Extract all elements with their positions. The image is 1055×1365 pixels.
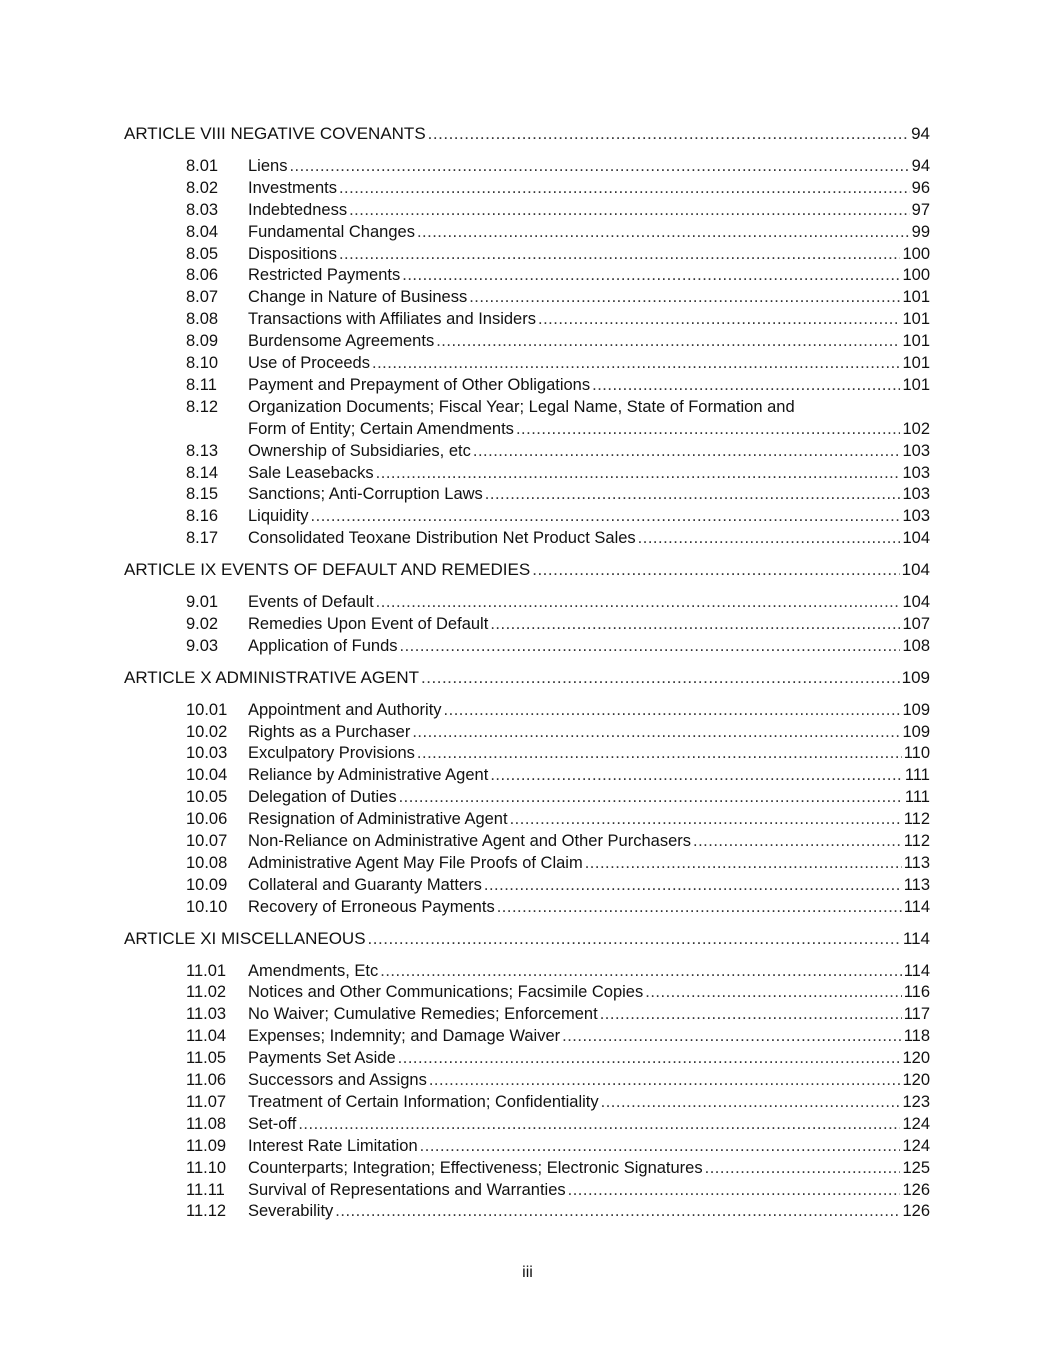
page-number-ref: 114	[902, 928, 930, 948]
leader-dots	[429, 1069, 901, 1091]
section-number: 10.06	[186, 810, 228, 829]
page-number-ref: 96	[911, 178, 930, 197]
page-number-ref: 116	[903, 983, 930, 1002]
toc-section-entry[interactable]	[186, 1003, 930, 1025]
toc-section-entry[interactable]	[186, 699, 930, 721]
page-number-ref: 120	[902, 1049, 930, 1068]
page-number-ref: 114	[903, 961, 930, 980]
section-title: Successors and Assigns	[248, 1071, 427, 1089]
leader-dots	[417, 221, 910, 243]
page-number-ref: 111	[904, 788, 930, 807]
leader-dots	[428, 123, 909, 145]
leader-dots	[490, 613, 900, 635]
section-title: Investments	[248, 178, 337, 197]
toc-section-entry[interactable]	[186, 505, 930, 527]
toc-section-entry[interactable]	[186, 1047, 930, 1069]
leader-dots	[444, 699, 901, 721]
leader-dots	[469, 286, 900, 308]
page-number-ref: 113	[903, 853, 930, 872]
leader-dots	[645, 981, 901, 1003]
toc-section-entry[interactable]	[186, 1179, 930, 1201]
section-title: Consolidated Teoxane Distribution Net Product Sales	[248, 529, 636, 548]
section-number: 8.16	[186, 507, 219, 526]
leader-dots	[402, 264, 900, 286]
page-number-ref: 111	[904, 766, 930, 785]
section-number: 8.04	[186, 222, 219, 241]
section-number: 8.09	[186, 332, 219, 351]
section-number: 11.10	[186, 1158, 227, 1177]
toc-section-entry[interactable]	[186, 960, 930, 982]
section-number: 11.07	[186, 1092, 227, 1111]
leader-dots	[400, 635, 901, 657]
section-title-continued: Form of Entity; Certain Amendments	[248, 419, 514, 438]
page-number-ref: 126	[902, 1180, 930, 1199]
section-number: 8.02	[186, 178, 219, 197]
toc-section-entry[interactable]	[186, 742, 930, 764]
page-number-ref: 118	[903, 1027, 930, 1046]
leader-dots	[484, 874, 902, 896]
toc-section-entry[interactable]	[186, 1200, 930, 1222]
leader-dots	[380, 960, 901, 982]
leader-dots	[339, 243, 901, 265]
article-title: ARTICLE IX EVENTS OF DEFAULT AND REMEDIES	[124, 560, 531, 580]
leader-dots	[516, 418, 901, 440]
page-number-ref: 124	[902, 1136, 930, 1155]
leader-dots	[705, 1157, 901, 1179]
leader-dots	[485, 483, 901, 505]
section-title: Reliance by Administrative Agent	[248, 766, 489, 785]
toc-section-entry[interactable]	[186, 177, 930, 199]
leader-dots	[376, 462, 901, 484]
section-title: Counterparts; Integration; Effectiveness; Electronic Signatures	[248, 1158, 703, 1177]
section-title: Severability	[248, 1202, 334, 1221]
section-title: Payment and Prepayment of Other Obligations	[248, 375, 591, 394]
page-number-ref: 101	[902, 310, 930, 329]
leader-dots	[412, 721, 900, 743]
page-number-ref: 113	[903, 875, 930, 894]
section-number: 11.09	[186, 1136, 227, 1155]
page-number-ref: 109	[901, 667, 930, 687]
page-number-ref: 102	[902, 419, 930, 438]
section-title: Change in Nature of Business	[248, 288, 468, 307]
toc-section-entry[interactable]	[186, 852, 930, 874]
toc-section-entry[interactable]	[186, 613, 930, 635]
page-number-ref: 100	[902, 244, 930, 263]
section-title: Fundamental Changes	[248, 222, 415, 241]
section-number: 10.01	[186, 700, 228, 719]
section-title: Payments Set Aside	[248, 1049, 396, 1068]
section-title: Notices and Other Communications; Facsimile Copies	[248, 983, 644, 1002]
section-number: 10.02	[186, 722, 228, 741]
section-title: Collateral and Guaranty Matters	[248, 875, 482, 894]
toc-section-entry[interactable]	[186, 830, 930, 852]
page-number-ref: 109	[902, 700, 930, 719]
page-number-ref: 101	[902, 288, 930, 307]
leader-dots	[638, 527, 901, 549]
toc-section-entry[interactable]	[186, 440, 930, 462]
page-number-ref: 103	[902, 485, 930, 504]
section-number: 10.05	[186, 788, 228, 807]
leader-dots	[421, 667, 900, 689]
section-number: 11.08	[186, 1114, 227, 1133]
page-number-ref: 125	[902, 1158, 930, 1177]
page-number-ref: 101	[902, 354, 930, 372]
section-title: Ownership of Subsidiaries, etc	[248, 441, 471, 460]
section-title: Delegation of Duties	[248, 788, 397, 807]
section-number: 11.05	[186, 1049, 227, 1068]
page-number-ref: 100	[902, 266, 930, 285]
page-number-ref: 101	[902, 332, 930, 351]
page-number-ref: 104	[902, 529, 930, 548]
toc-section-entry[interactable]	[186, 1113, 930, 1135]
toc-article-entry[interactable]	[124, 123, 930, 145]
toc-section-entry[interactable]	[186, 591, 930, 613]
leader-dots	[417, 742, 902, 764]
toc-section-entry[interactable]	[186, 527, 930, 549]
page-number-ref: 117	[903, 1005, 930, 1024]
section-number: 10.03	[186, 744, 228, 763]
leader-dots	[490, 764, 903, 786]
section-number: 10.04	[186, 766, 228, 785]
page-number-ref: 107	[902, 614, 930, 633]
section-title: Events of Default	[248, 593, 374, 611]
page-number-ref: 110	[903, 744, 930, 763]
page-number-ref: 94	[911, 156, 930, 175]
leader-dots	[298, 1113, 900, 1135]
section-number: 8.08	[186, 310, 219, 329]
section-title: Expenses; Indemnity; and Damage Waiver	[248, 1027, 561, 1046]
leader-dots	[399, 786, 903, 808]
section-title: Liquidity	[248, 507, 309, 526]
toc-section-entry[interactable]	[186, 721, 930, 743]
leader-dots	[538, 308, 900, 330]
page-number-ref: 126	[902, 1202, 930, 1221]
leader-dots	[473, 440, 901, 462]
leader-dots	[497, 896, 902, 918]
section-number: 11.01	[186, 961, 227, 980]
page-number-ref: 104	[901, 560, 930, 580]
leader-dots	[436, 330, 900, 352]
page-number-ref: 120	[902, 1071, 930, 1089]
section-number: 8.06	[186, 266, 219, 285]
article-title: ARTICLE XI MISCELLANEOUS	[124, 928, 366, 948]
toc-article-entry[interactable]	[124, 559, 930, 581]
toc-section-continuation	[248, 418, 930, 440]
page-number-ref: 124	[902, 1114, 930, 1133]
section-title: Application of Funds	[248, 636, 398, 655]
section-number: 11.03	[186, 1005, 227, 1024]
section-number: 8.17	[186, 529, 219, 548]
page-number-ref: 112	[903, 832, 930, 850]
page-number-ref: 103	[902, 441, 930, 460]
leader-dots	[532, 559, 899, 581]
section-number: 11.12	[186, 1202, 227, 1221]
section-title: Sale Leasebacks	[248, 463, 374, 482]
toc-section-entry[interactable]	[186, 1091, 930, 1113]
toc-section-entry[interactable]	[186, 635, 930, 657]
section-title: Amendments, Etc	[248, 961, 379, 980]
page-number-ref: 99	[911, 222, 930, 241]
section-number: 9.02	[186, 614, 219, 633]
section-number: 10.08	[186, 853, 228, 872]
toc-section-entry[interactable]	[186, 352, 930, 374]
leader-dots	[568, 1179, 901, 1201]
leader-dots	[349, 199, 910, 221]
toc-section-entry[interactable]	[186, 243, 930, 265]
leader-dots	[592, 374, 900, 396]
section-title: Appointment and Authority	[248, 700, 442, 719]
toc-section-entry[interactable]	[186, 1157, 930, 1179]
section-number: 11.04	[186, 1027, 227, 1046]
section-number: 8.12	[186, 397, 219, 416]
page-number-ref: 94	[911, 124, 930, 143]
toc-article-entry[interactable]	[124, 928, 930, 950]
toc-section-entry[interactable]	[186, 462, 930, 484]
leader-dots	[372, 352, 900, 374]
section-title: Indebtedness	[248, 200, 348, 219]
section-number: 10.10	[186, 897, 228, 916]
section-number: 8.03	[186, 200, 219, 219]
toc-section-entry[interactable]	[186, 1135, 930, 1157]
section-number: 11.11	[186, 1180, 225, 1199]
page-number-ref: 112	[903, 810, 930, 829]
section-title: Remedies Upon Event of Default	[248, 614, 489, 633]
toc-section-entry[interactable]	[186, 221, 930, 243]
section-title: Recovery of Erroneous Payments	[248, 897, 495, 916]
toc-section-entry[interactable]	[186, 374, 930, 396]
toc-section-entry[interactable]	[186, 764, 930, 786]
toc-section-entry[interactable]	[186, 155, 930, 177]
section-number: 11.02	[186, 983, 227, 1002]
section-number: 8.13	[186, 441, 219, 460]
section-title: Restricted Payments	[248, 266, 401, 285]
page-number-ref: 97	[911, 200, 930, 219]
toc-section-entry[interactable]	[186, 874, 930, 896]
leader-dots	[376, 591, 901, 613]
section-title: Exculpatory Provisions	[248, 744, 415, 763]
section-title: Dispositions	[248, 244, 337, 263]
section-title: Set-off	[248, 1114, 297, 1133]
section-number: 8.07	[186, 288, 219, 307]
leader-dots	[335, 1200, 900, 1222]
section-number: 10.07	[186, 832, 228, 850]
section-number: 8.14	[186, 463, 219, 482]
section-title: Non-Reliance on Administrative Agent and Other Purchasers	[248, 832, 691, 850]
section-title: Burdensome Agreements	[248, 332, 435, 351]
toc-section-entry[interactable]	[186, 1069, 930, 1091]
section-number: 8.05	[186, 244, 219, 263]
toc-section-entry[interactable]	[186, 1025, 930, 1047]
toc-section-entry[interactable]	[186, 308, 930, 330]
section-number: 8.01	[186, 156, 219, 175]
section-title: Organization Documents; Fiscal Year; Legal Name, State of Formation and	[248, 397, 795, 416]
leader-dots	[601, 1091, 901, 1113]
section-title: Use of Proceeds	[248, 354, 370, 372]
section-title: Administrative Agent May File Proofs of Claim	[248, 853, 583, 872]
page-number-ref: 103	[902, 507, 930, 526]
toc-section-entry[interactable]	[186, 896, 930, 918]
article-title: ARTICLE VIII NEGATIVE COVENANTS	[124, 124, 426, 143]
page-number-ref: 103	[902, 463, 930, 482]
leader-dots	[339, 177, 910, 199]
section-number: 10.09	[186, 875, 228, 894]
toc-section-entry[interactable]	[186, 264, 930, 286]
section-title: Liens	[248, 156, 288, 175]
toc-section-entry[interactable]	[186, 199, 930, 221]
section-number: 8.10	[186, 354, 219, 372]
leader-dots	[600, 1003, 902, 1025]
page-number-ref: 108	[902, 636, 930, 655]
page-number-ref: 123	[902, 1092, 930, 1111]
section-number: 9.01	[186, 593, 219, 611]
article-title: ARTICLE X ADMINISTRATIVE AGENT	[124, 667, 420, 687]
section-title: No Waiver; Cumulative Remedies; Enforcement	[248, 1005, 598, 1024]
page-number-ref: 109	[902, 722, 930, 741]
leader-dots	[420, 1135, 901, 1157]
page-number: iii	[522, 1264, 533, 1281]
page-number-ref: 104	[902, 593, 930, 611]
leader-dots	[368, 928, 901, 950]
section-number: 9.03	[186, 636, 219, 655]
toc-section-entry[interactable]	[186, 330, 930, 352]
section-title: Interest Rate Limitation	[248, 1136, 418, 1155]
page-number-ref: 101	[902, 375, 930, 394]
section-title: Rights as a Purchaser	[248, 722, 411, 741]
leader-dots	[585, 852, 902, 874]
toc-section-entry[interactable]	[186, 286, 930, 308]
section-title: Sanctions; Anti-Corruption Laws	[248, 485, 483, 504]
toc-section-entry[interactable]	[186, 483, 930, 505]
toc-section-entry[interactable]	[186, 786, 930, 808]
section-title: Survival of Representations and Warranties	[248, 1180, 566, 1199]
leader-dots	[510, 808, 902, 830]
section-title: Resignation of Administrative Agent	[248, 810, 508, 829]
section-number: 8.15	[186, 485, 219, 504]
leader-dots	[562, 1025, 902, 1047]
toc-section-entry[interactable]	[186, 981, 930, 1003]
toc-section-entry[interactable]	[186, 808, 930, 830]
section-title: Transactions with Affiliates and Insiders	[248, 310, 536, 329]
section-number: 8.11	[186, 375, 217, 394]
page-number-ref: 114	[903, 897, 930, 916]
section-title: Treatment of Certain Information; Confidentiality	[248, 1092, 599, 1111]
leader-dots	[398, 1047, 901, 1069]
toc-section-entry[interactable]	[186, 396, 930, 418]
section-number: 11.06	[186, 1071, 227, 1089]
leader-dots	[693, 830, 902, 852]
toc-article-entry[interactable]	[124, 667, 930, 689]
leader-dots	[289, 155, 909, 177]
leader-dots	[311, 505, 901, 527]
